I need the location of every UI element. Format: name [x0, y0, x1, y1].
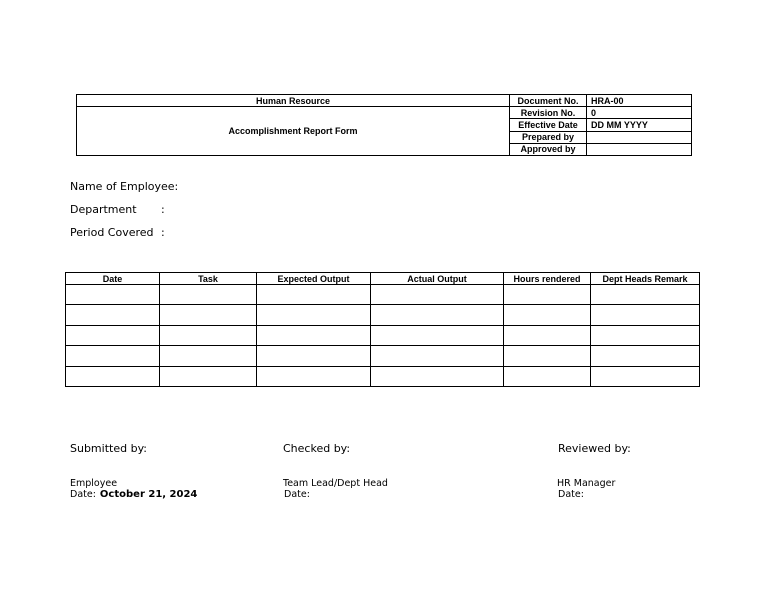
- table-cell[interactable]: [257, 366, 371, 386]
- table-cell[interactable]: [160, 366, 257, 386]
- reviewed-by-details: [557, 478, 615, 500]
- checked-by-block: [283, 442, 350, 455]
- table-cell[interactable]: [591, 366, 700, 386]
- meta-value: DD MM YYYY: [587, 119, 692, 131]
- period-label: Period Covered: [70, 226, 154, 239]
- period-field: [70, 226, 165, 239]
- reviewed-date: [558, 489, 615, 500]
- meta-value: [587, 131, 692, 143]
- table-cell[interactable]: [66, 325, 160, 345]
- date-label: Date:: [284, 489, 310, 500]
- table-cell[interactable]: [66, 305, 160, 325]
- employee-role-label: Employee: [70, 478, 118, 489]
- header-row: [77, 107, 692, 119]
- column-header-task: Task: [160, 273, 257, 285]
- employee-name-field: [70, 180, 178, 193]
- table-cell[interactable]: [591, 325, 700, 345]
- employee-name-label: Name of Employee:: [70, 180, 179, 193]
- date-value: October 21, 2024: [99, 489, 198, 500]
- table-header-row: [66, 273, 700, 285]
- checked-date: [284, 489, 388, 500]
- submitted-by-block: [70, 442, 147, 455]
- column-header-expected-output: Expected Output: [257, 273, 371, 285]
- period-colon: :: [161, 226, 165, 239]
- date-label: Date:: [70, 489, 96, 500]
- table-cell[interactable]: [504, 285, 591, 305]
- meta-label: Effective Date: [510, 119, 587, 131]
- table-cell[interactable]: [371, 325, 504, 345]
- department-colon: :: [161, 203, 165, 216]
- department-field: [70, 203, 165, 216]
- table-cell[interactable]: [160, 305, 257, 325]
- submitted-date: [70, 489, 197, 500]
- table-row: [66, 285, 700, 305]
- meta-value: 0: [587, 107, 692, 119]
- table-cell[interactable]: [257, 346, 371, 366]
- header-row: [77, 95, 692, 107]
- accomplishment-table: [65, 272, 700, 387]
- column-header-hours-rendered: Hours rendered: [504, 273, 591, 285]
- hr-manager-role-label: HR Manager: [557, 478, 616, 489]
- meta-label: Revision No.: [510, 107, 587, 119]
- table-row: [66, 325, 700, 345]
- checked-by-details: [283, 478, 388, 500]
- meta-label: Approved by: [510, 143, 587, 155]
- table-cell[interactable]: [591, 346, 700, 366]
- table-cell[interactable]: [591, 305, 700, 325]
- department-label: Department: [70, 203, 137, 216]
- meta-value: HRA-00: [587, 95, 692, 107]
- column-header-dept-heads-remark: Dept Heads Remark: [591, 273, 700, 285]
- column-header-actual-output: Actual Output: [371, 273, 504, 285]
- table-row: [66, 366, 700, 386]
- submitted-by-label: Submitted by:: [70, 442, 147, 455]
- table-cell[interactable]: [371, 366, 504, 386]
- submitted-by-details: [70, 478, 197, 500]
- meta-label: Prepared by: [510, 131, 587, 143]
- date-label: Date:: [558, 489, 584, 500]
- table-cell[interactable]: [257, 305, 371, 325]
- table-row: [66, 346, 700, 366]
- form-title: Accomplishment Report Form: [77, 107, 510, 156]
- table-cell[interactable]: [257, 285, 371, 305]
- table-cell[interactable]: [371, 305, 504, 325]
- table-cell[interactable]: [371, 346, 504, 366]
- meta-value: [587, 143, 692, 155]
- document-header-table: [76, 94, 692, 156]
- table-cell[interactable]: [160, 285, 257, 305]
- column-header-date: Date: [66, 273, 160, 285]
- reviewed-by-label: Reviewed by:: [558, 442, 631, 455]
- table-cell[interactable]: [160, 325, 257, 345]
- table-cell[interactable]: [66, 285, 160, 305]
- table-cell[interactable]: [504, 366, 591, 386]
- table-cell[interactable]: [504, 325, 591, 345]
- table-cell[interactable]: [504, 346, 591, 366]
- table-cell[interactable]: [371, 285, 504, 305]
- table-row: [66, 305, 700, 325]
- meta-label: Document No.: [510, 95, 587, 107]
- checked-by-label: Checked by:: [283, 442, 351, 455]
- reviewed-by-block: [558, 442, 631, 455]
- team-lead-role-label: Team Lead/Dept Head: [283, 478, 388, 489]
- table-cell[interactable]: [66, 346, 160, 366]
- table-cell[interactable]: [504, 305, 591, 325]
- table-cell[interactable]: [160, 346, 257, 366]
- table-cell[interactable]: [257, 325, 371, 345]
- table-cell[interactable]: [66, 366, 160, 386]
- department-name: Human Resource: [77, 95, 510, 107]
- table-cell[interactable]: [591, 285, 700, 305]
